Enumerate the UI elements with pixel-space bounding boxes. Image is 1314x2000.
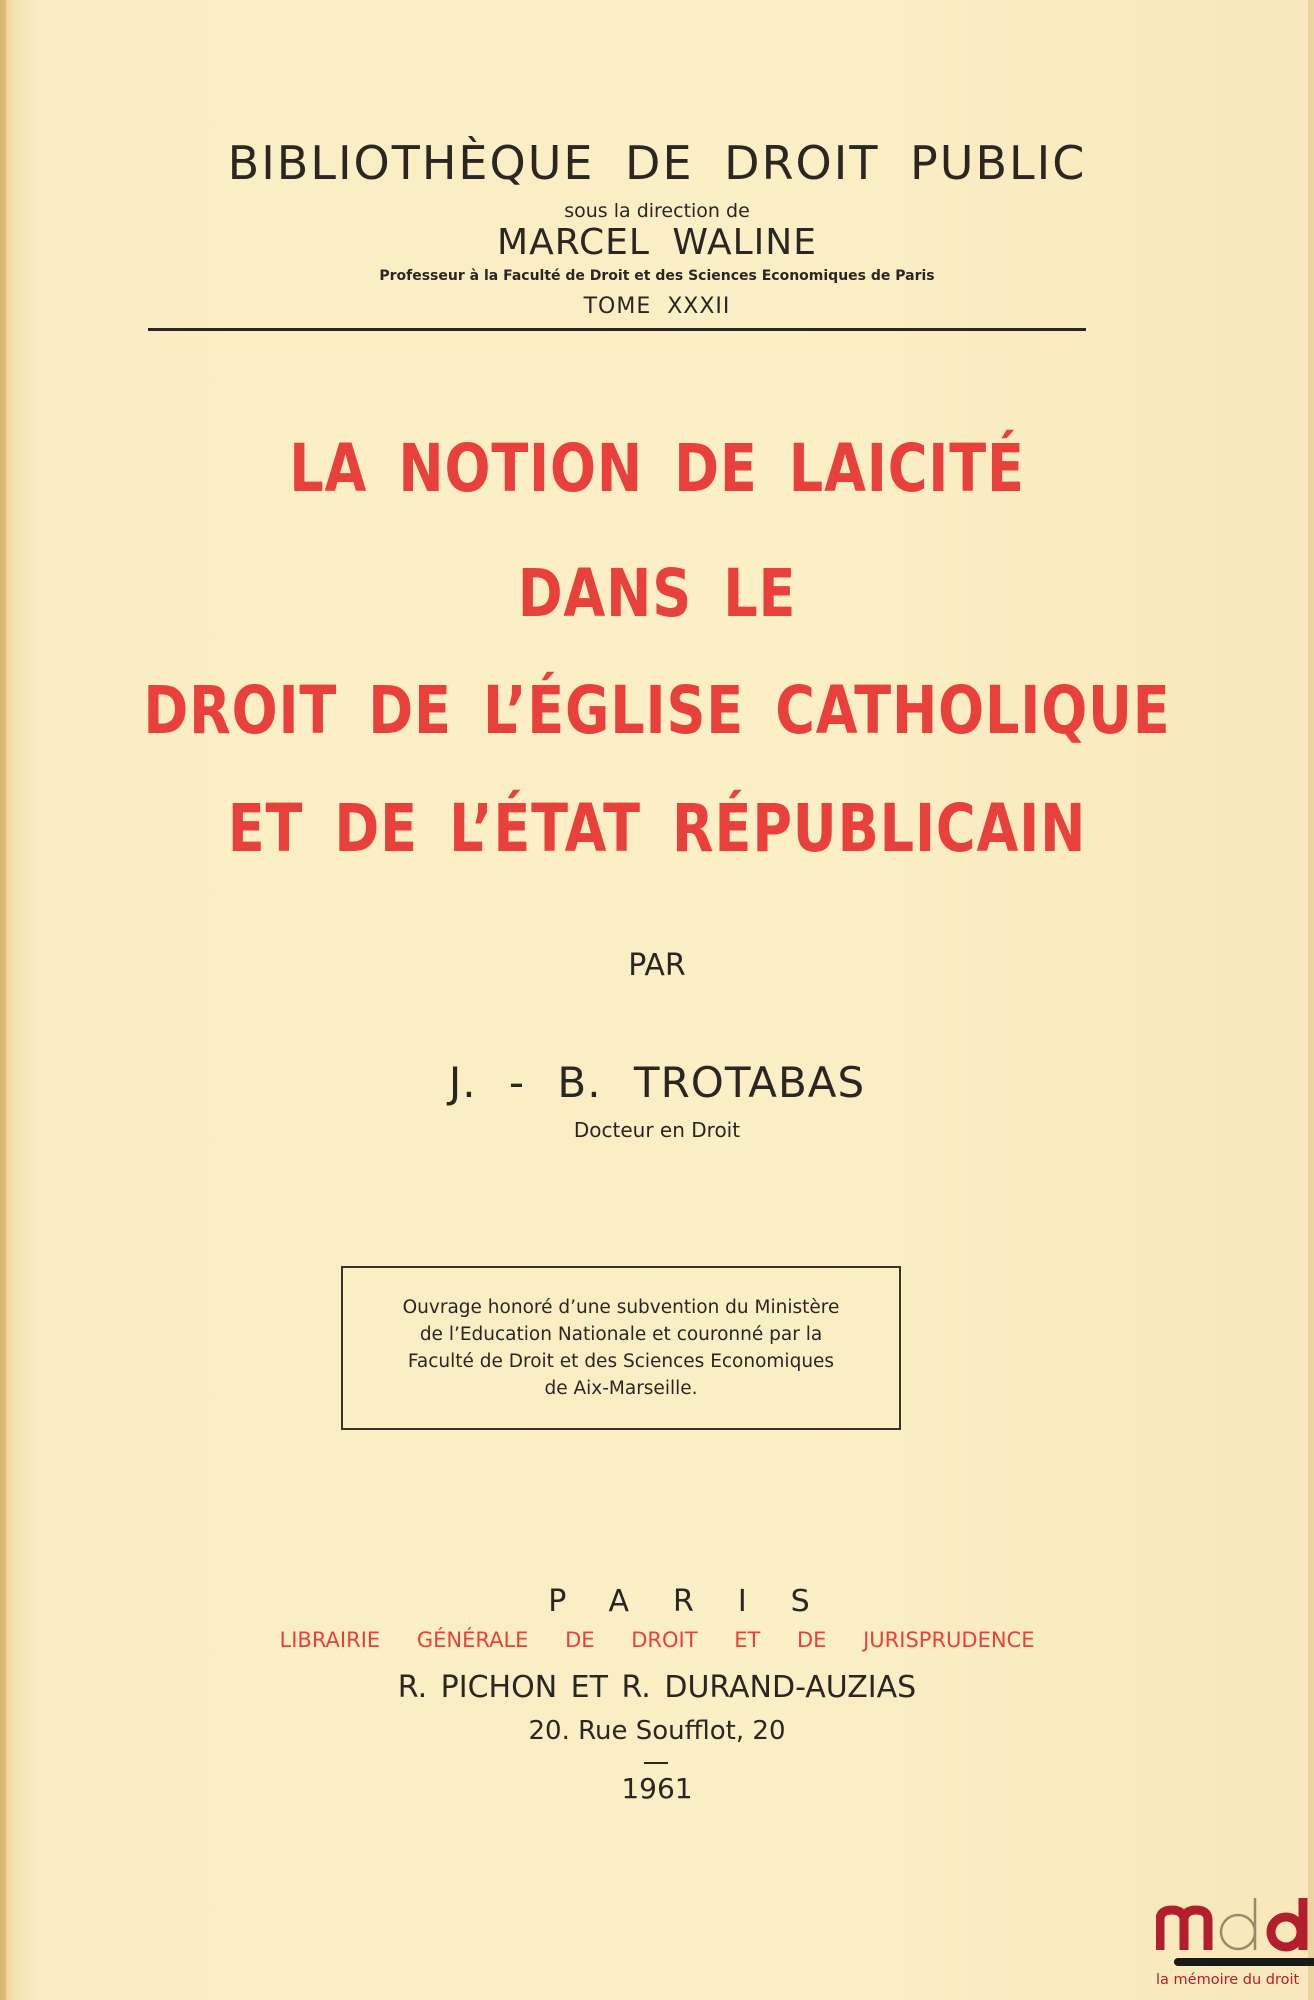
series-title: BIBLIOTHÈQUE DE DROIT PUBLIC	[227, 136, 1087, 190]
book-title-line-4: ET DE L’ÉTAT RÉPUBLICAIN	[227, 790, 1087, 867]
year-dash	[644, 1762, 668, 1764]
award-note-line: Ouvrage honoré d’une subvention du Ministère	[402, 1297, 840, 1318]
mdd-logo	[1156, 1896, 1312, 1996]
mdd-logo-icon	[1156, 1896, 1312, 1952]
award-note-line: de l’Education Nationale et couronné par la	[419, 1324, 823, 1345]
tome-number: TOME XXXII	[583, 294, 731, 319]
publisher-names: R. PICHON ET R. DURAND-AUZIAS	[397, 1670, 917, 1705]
director-affiliation: Professeur à la Faculté de Droit et des Sciences Economiques de Paris	[379, 268, 935, 284]
book-title-line-1: LA NOTION DE LAICITÉ	[289, 430, 1025, 507]
publisher-house: LIBRAIRIE GÉNÉRALE DE DROIT ET DE JURISPRUDENCE	[279, 1628, 1035, 1652]
publisher-address: 20. Rue Soufflot, 20	[528, 1716, 786, 1746]
book-title-line-3: DROIT DE L’ÉGLISE CATHOLIQUE	[143, 672, 1171, 749]
by-label: PAR	[628, 948, 686, 983]
direction-label: sous la direction de	[564, 200, 750, 222]
award-note-line: de Aix-Marseille.	[544, 1378, 698, 1399]
publisher-city: PARIS	[548, 1584, 854, 1619]
logo-bar	[1174, 1958, 1314, 1966]
publication-year: 1961	[621, 1772, 693, 1805]
award-note-line: Faculté de Droit et des Sciences Economiques	[407, 1351, 835, 1372]
series-director: MARCEL WALINE	[497, 222, 817, 263]
author-name: J. - B. TROTABAS	[448, 1058, 866, 1107]
award-note-box	[341, 1266, 901, 1430]
header-rule	[148, 328, 1086, 331]
logo-caption: la mémoire du droit	[1156, 1972, 1300, 1988]
author-credential: Docteur en Droit	[573, 1118, 741, 1142]
book-title-line-2: DANS LE	[517, 555, 797, 632]
